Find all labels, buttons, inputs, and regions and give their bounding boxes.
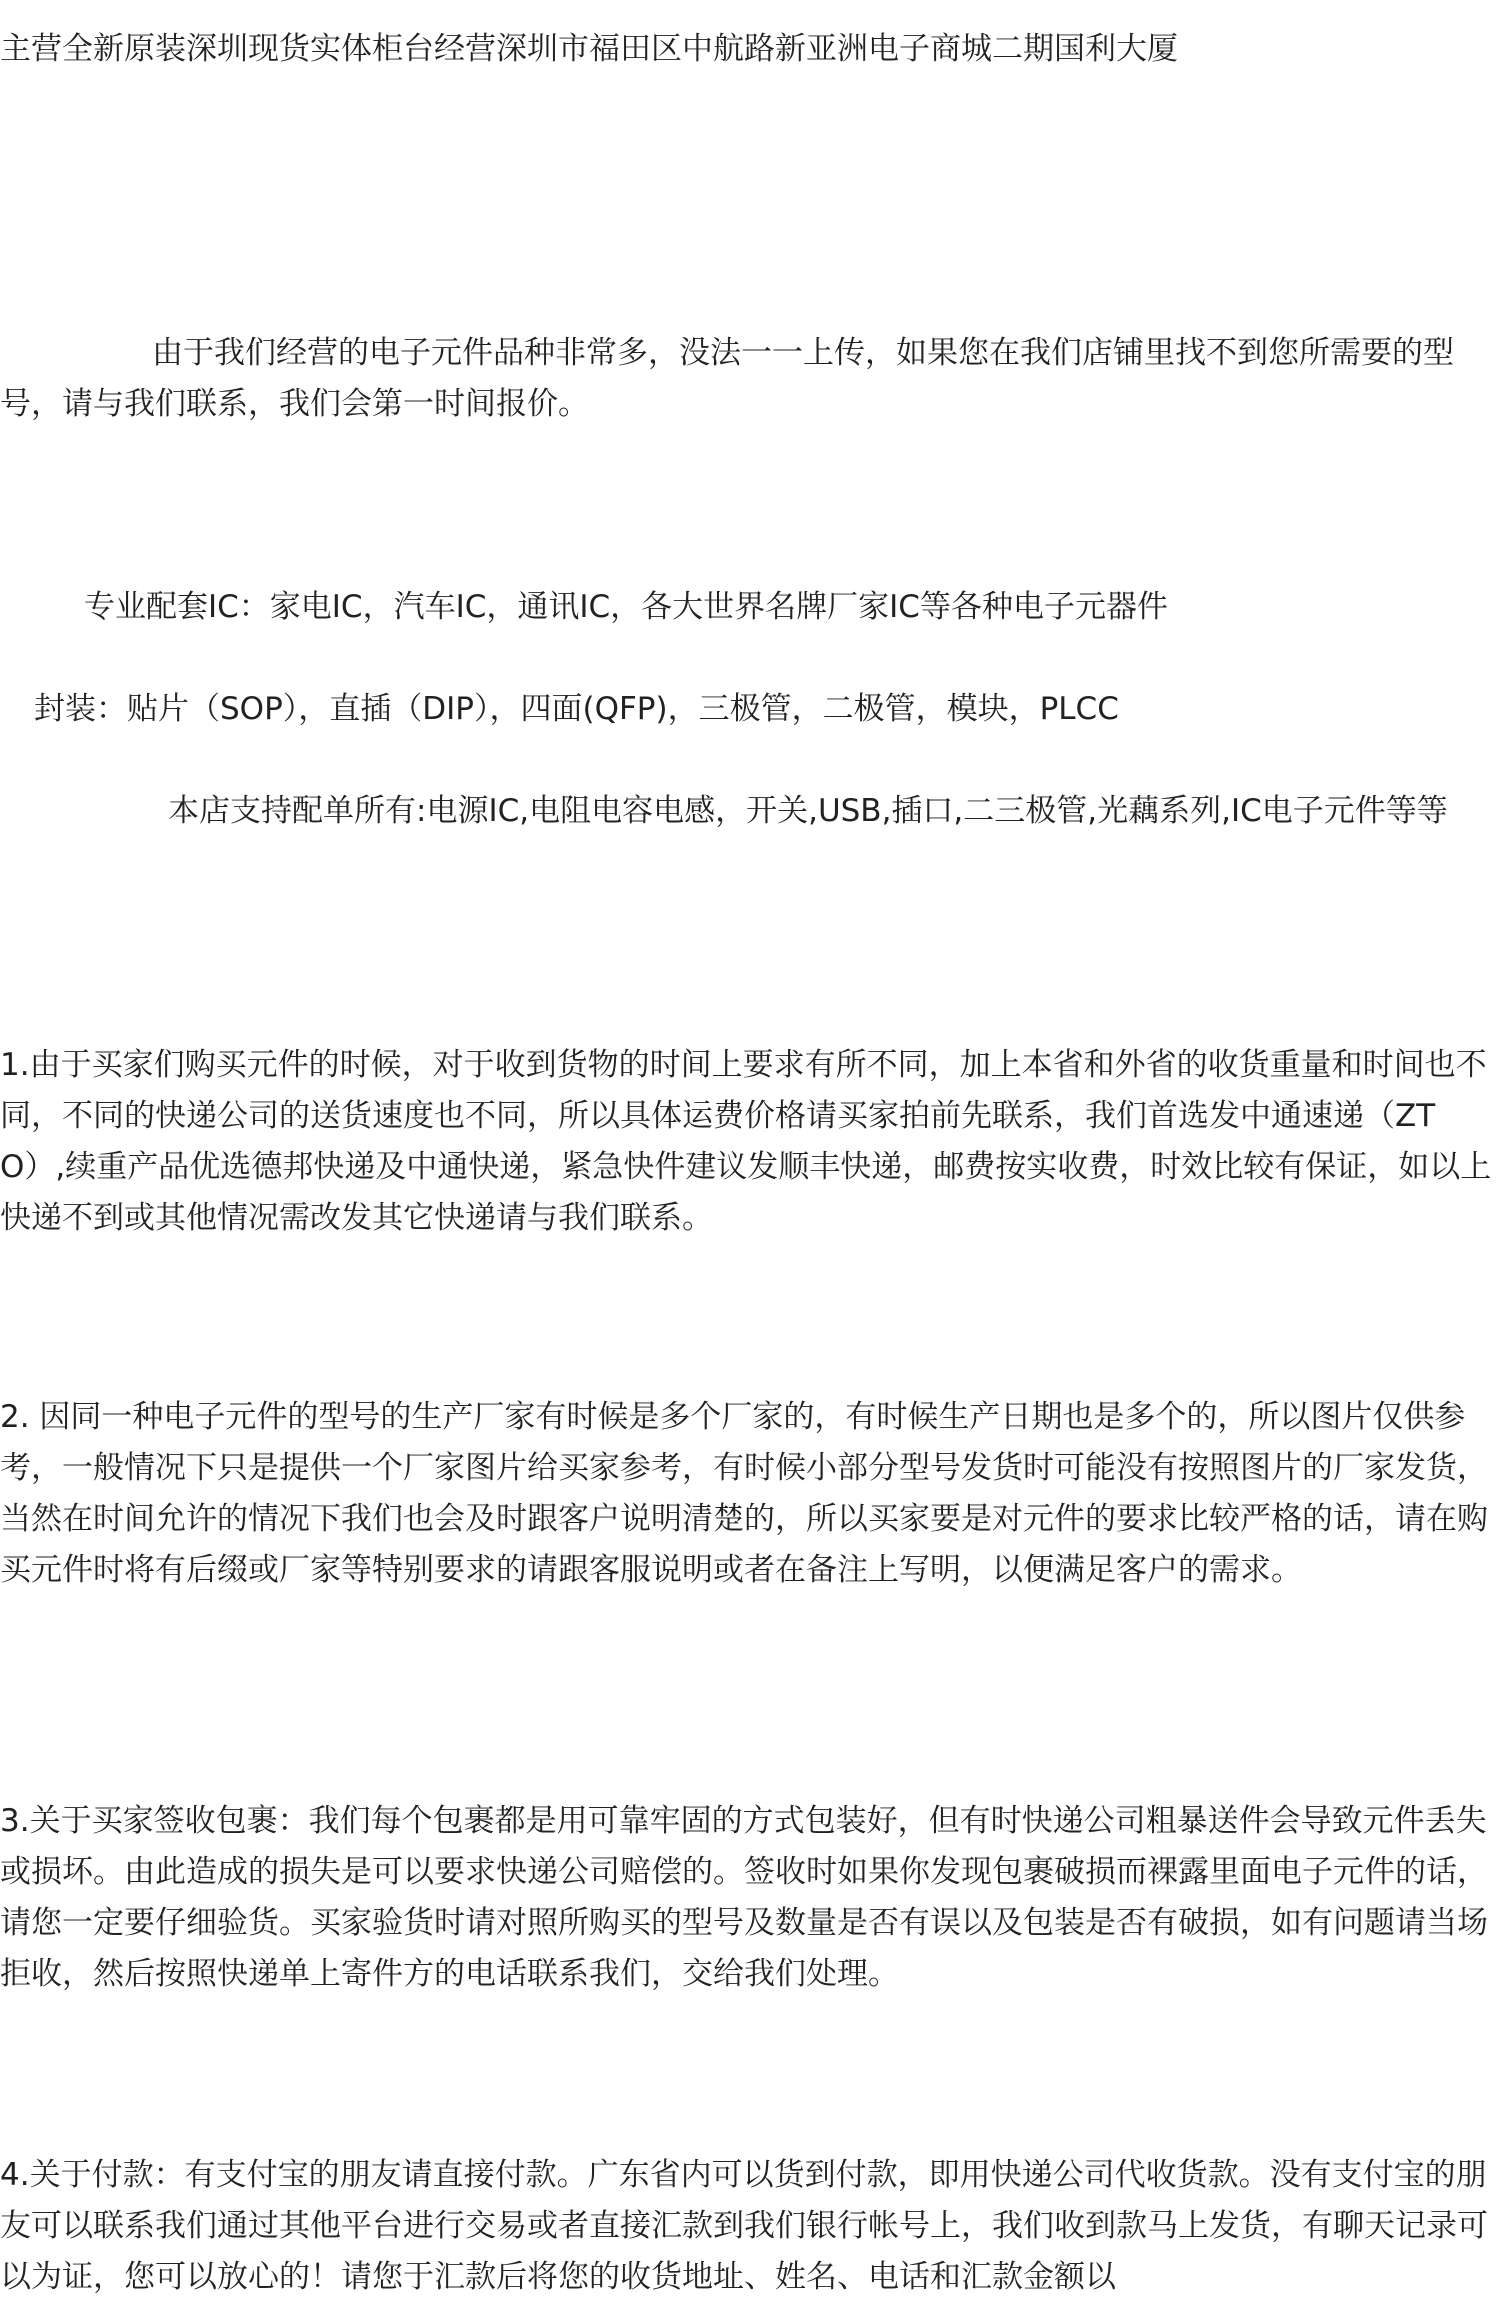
store-address-heading: 主营全新原装深圳现货实体柜台经营深圳市福田区中航路新亚洲电子商城二期国利大厦 [0, 31, 1178, 67]
shipping-notice-paragraph: 1.由于买家们购买元件的时候，对于收到货物的时间上要求有所不同，加上本省和外省的收货重量和时间也不同，不同的快递公司的送货速度也不同，所以具体运费价格请买家拍前先联系，我们首选发中通速递（ZTO）,续重产品优选德邦快递及中通快递，紧急快件建议发顺丰快递，邮费按实收费，时效比较有保证，如以上快递不到或其他情况需改发其它快递请与我们联系。 [0, 1047, 1492, 1236]
package-types-line: 封装：贴片（SOP），直插（DIP），四面(QFP)，三极管，二极管，模块，PLCC [34, 691, 1119, 727]
support-scope-paragraph: 本店支持配单所有:电源IC,电阻电容电感，开关,USB,插口,二三极管,光藕系列,IC电子元件等等 [168, 793, 1448, 829]
payment-notice-paragraph: 4.关于付款：有支付宝的朋友请直接付款。广东省内可以货到付款，即用快递公司代收货款。没有支付宝的朋友可以联系我们通过其他平台进行交易或者直接汇款到我们银行帐号上，我们收到款马上发货，有聊天记录可以为证，您可以放心的！请您于汇款后将您的收货地址、姓名、电话和汇款金额以 [0, 2157, 1488, 2295]
package-receipt-notice-paragraph: 3.关于买家签收包裹：我们每个包裹都是用可靠牢固的方式包装好，但有时快递公司粗暴送件会导致元件丢失或损坏。由此造成的损失是可以要求快递公司赔偿的。签收时如果你发现包裹破损而裸露里面电子元件的话，请您一定要仔细验货。买家验货时请对照所购买的型号及数量是否有误以及包装是否有破损，如有问题请当场拒收，然后按照快递单上寄件方的电话联系我们，交给我们处理。 [0, 1803, 1488, 1992]
intro-paragraph: 由于我们经营的电子元件品种非常多，没法一一上传，如果您在我们店铺里找不到您所需要的型号，请与我们联系，我们会第一时间报价。 [0, 335, 1454, 422]
image-reference-notice-paragraph: 2. 因同一种电子元件的型号的生产厂家有时候是多个厂家的，有时候生产日期也是多个的，所以图片仅供参考，一般情况下只是提供一个厂家图片给买家参考，有时候小部分型号发货时可能没有按照图片的厂家发货，当然在时间允许的情况下我们也会及时跟客户说明清楚的，所以买家要是对元件的要求比较严格的话，请在购买元件时将有后缀或厂家等特别要求的请跟客服说明或者在备注上写明，以便满足客户的需求。 [0, 1399, 1488, 1588]
ic-types-line: 专业配套IC：家电IC，汽车IC，通讯IC，各大世界名牌厂家IC等各种电子元器件 [84, 589, 1168, 625]
